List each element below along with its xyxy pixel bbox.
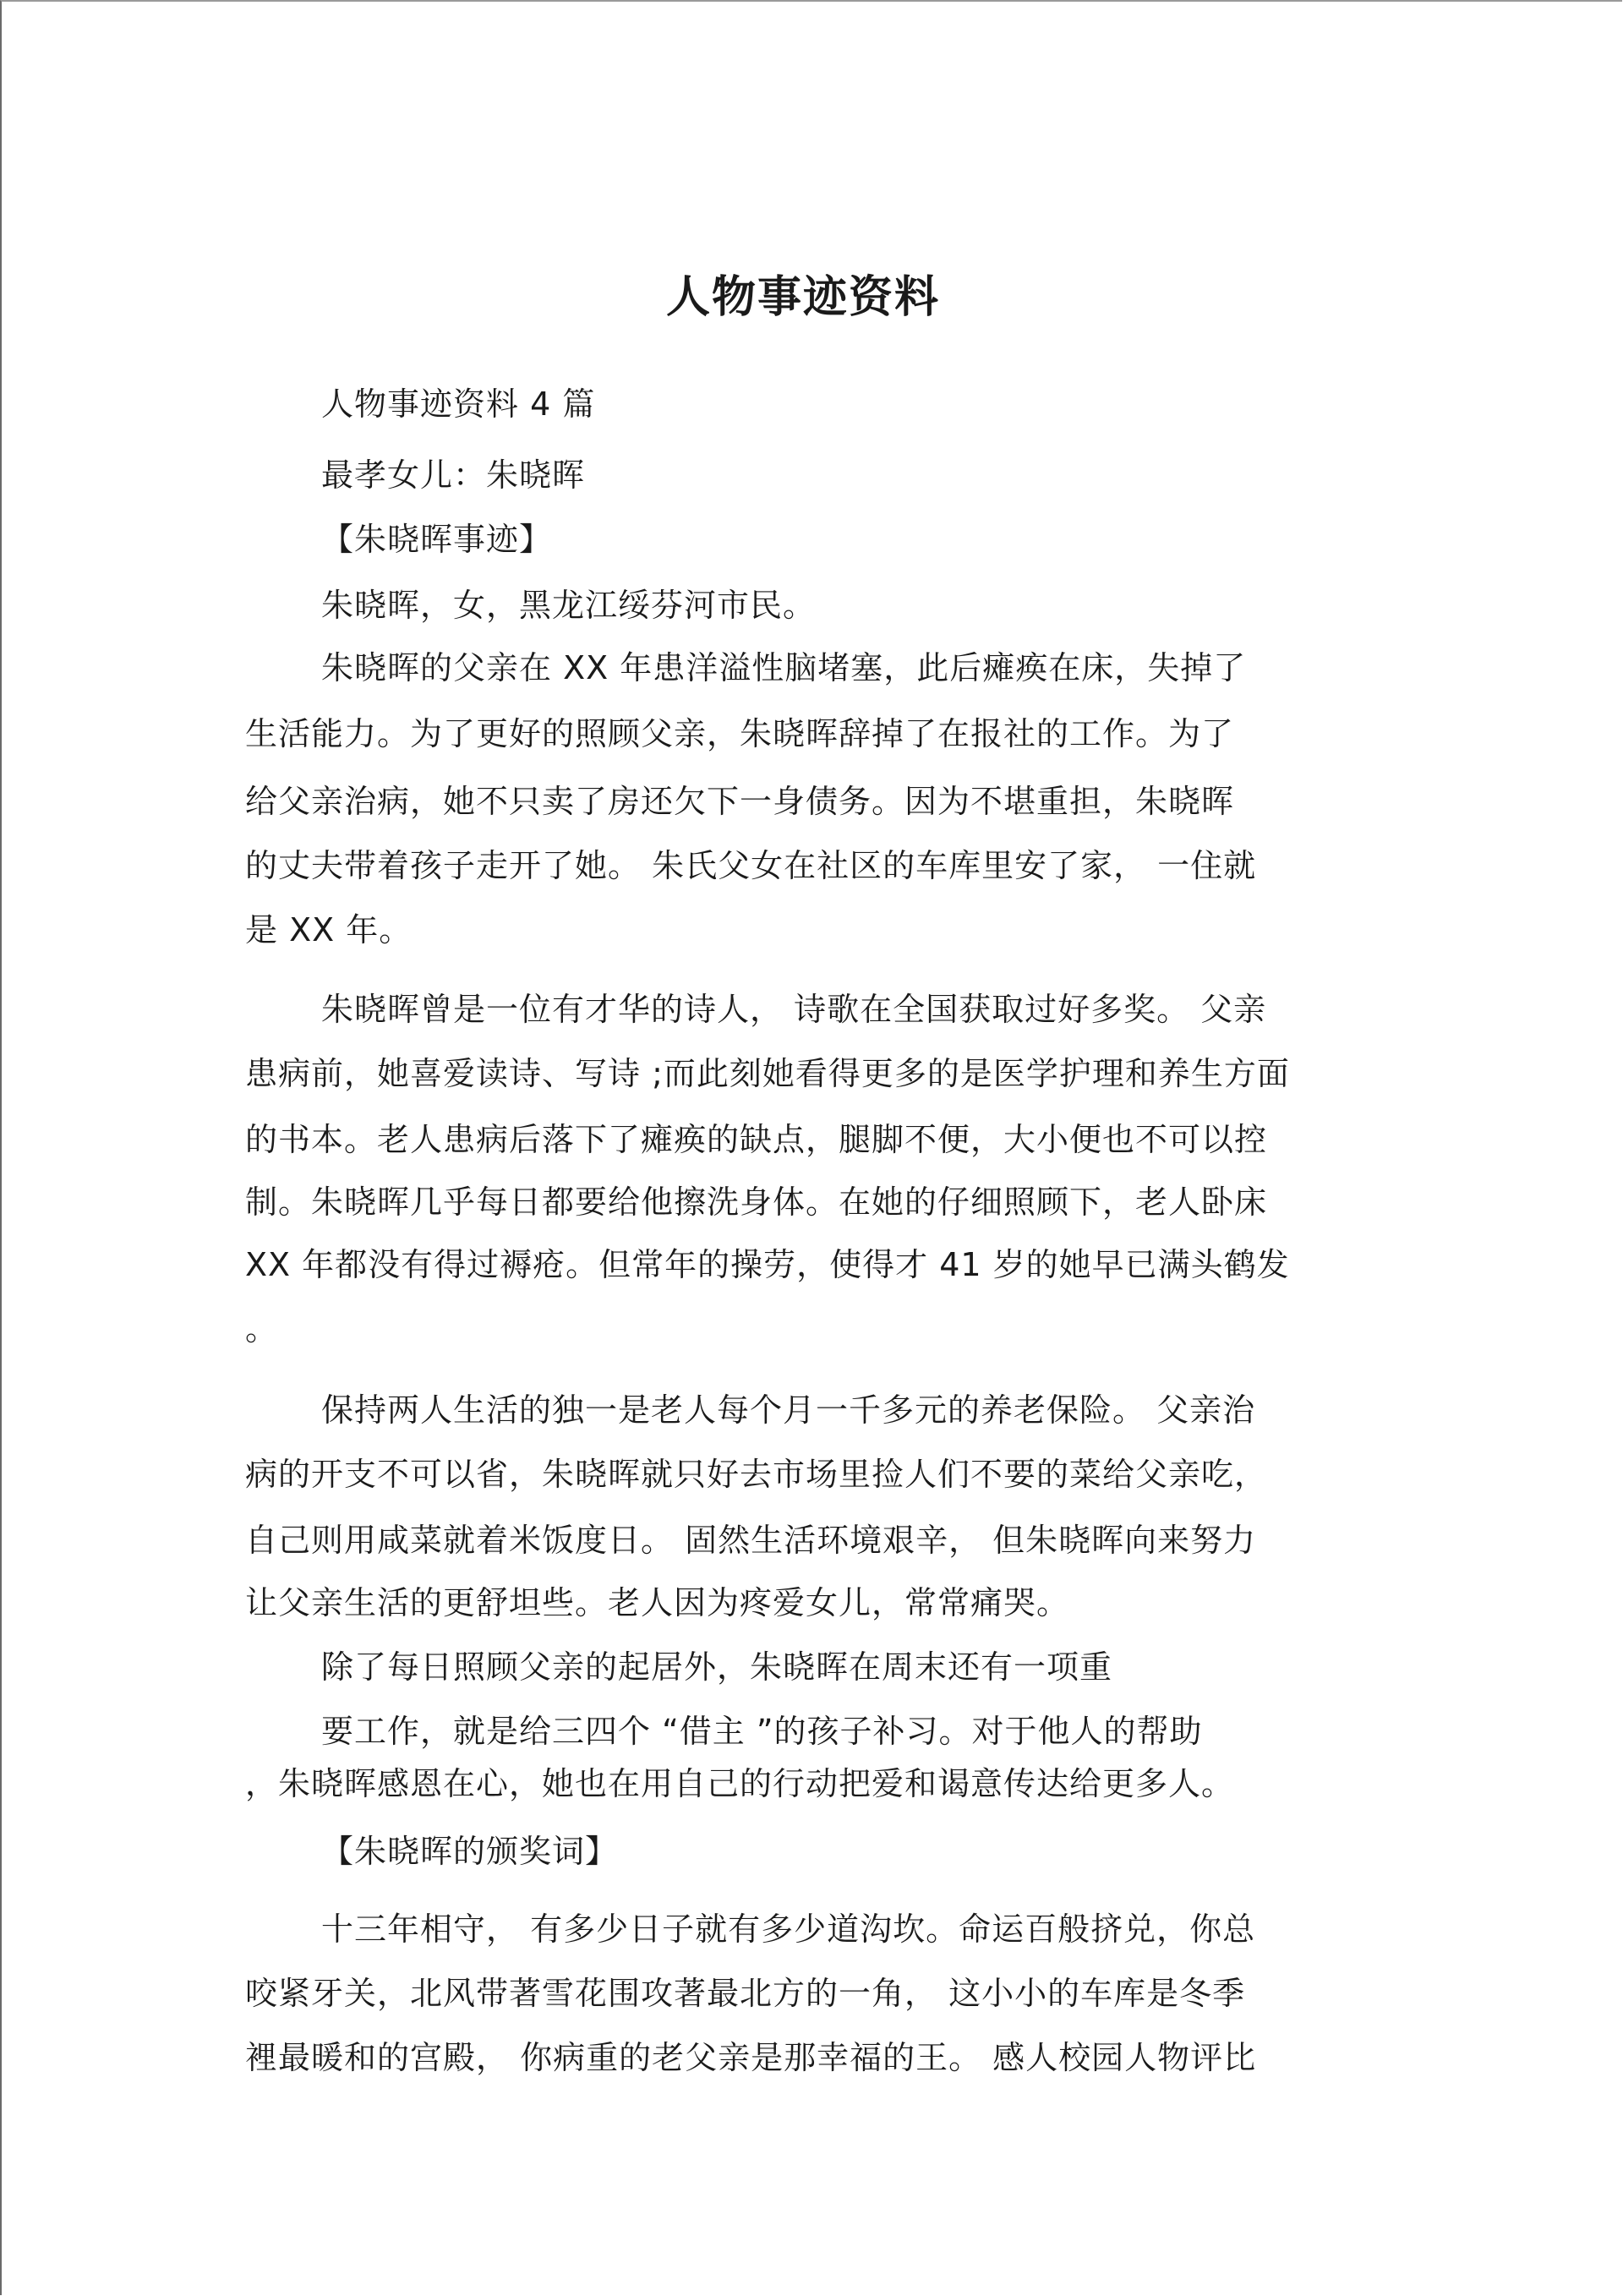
text-line: 咬紧牙关，北风带著雪花围攻著最北方的一角， 这小小的车库是冬季	[245, 1975, 1246, 2012]
text-line: 裡最暖和的宫殿， 你病重的老父亲是那幸福的王。 感人校园人物评比	[245, 2039, 1257, 2076]
text-line: 。	[245, 1310, 279, 1348]
text-line: 最孝女儿：朱晓晖	[321, 456, 586, 494]
text-line: 病的开支不可以省，朱晓晖就只好去市场里捡人们不要的菜给父亲吃，	[245, 1456, 1268, 1493]
text-line: 制。朱晓晖几乎每日都要给他擦洗身体。在她的仔细照顾下，老人卧床	[245, 1184, 1268, 1221]
text-line: 患病前，她喜爱读诗、写诗 ;而此刻她看得更多的是医学护理和养生方面	[245, 1055, 1290, 1092]
text-line: 让父亲生活的更舒坦些。老人因为疼爱女儿，常常痛哭。	[245, 1584, 1070, 1621]
text-line: 的书本。老人患病后落下了瘫痪的缺点，腿脚不便，大小便也不可以控	[245, 1121, 1268, 1158]
text-line: 是 XX 年。	[245, 911, 413, 948]
text-line: 人物事迹资料 4 篇	[321, 385, 596, 423]
section-heading: 【朱晓晖的颁奖词】	[321, 1833, 619, 1870]
text-line: ，朱晓晖感恩在心，她也在用自己的行动把爱和谒意传达给更多人。	[245, 1765, 1235, 1802]
section-heading: 【朱晓晖事迹】	[321, 521, 553, 558]
text-line: 生活能力。为了更好的照顾父亲，朱晓晖辞掉了在报社的工作。为了	[245, 715, 1235, 752]
text-line: 十三年相守， 有多少日子就有多少道沟坎。命运百般挤兑，你总	[321, 1911, 1256, 1948]
document-title: 人物事迹资料	[665, 271, 940, 323]
text-line: 保持两人生活的独一是老人每个月一千多元的养老保险。 父亲治	[321, 1391, 1256, 1429]
text-line: 的丈夫带着孩子走开了她。 朱氏父女在社区的车库里安了家， 一住就	[245, 847, 1257, 884]
text-line: XX 年都没有得过褥疮。但常年的操劳，使得才 41 岁的她早已满头鹤发	[245, 1246, 1290, 1283]
text-line: 朱晓晖，女，黑龙江绥芬河市民。	[321, 587, 817, 624]
text-line: 朱晓晖的父亲在 XX 年患洋溢性脑堵塞，此后瘫痪在床，失掉了	[321, 649, 1247, 686]
text-line: 给父亲治病，她不只卖了房还欠下一身债务。因为不堪重担，朱晓晖	[245, 783, 1235, 820]
text-line: 除了每日照顾父亲的起居外，朱晓晖在周末还有一项重	[321, 1648, 1113, 1686]
text-line: 自己则用咸菜就着米饭度日。 固然生活环境艰辛， 但朱晓晖向来努力	[245, 1522, 1257, 1559]
text-line: 要工作，就是给三四个 “借主 ”的孩子补习。对于他人的帮助	[321, 1713, 1203, 1750]
text-line: 朱晓晖曾是一位有才华的诗人， 诗歌在全国获取过好多奖。 父亲	[321, 991, 1267, 1028]
